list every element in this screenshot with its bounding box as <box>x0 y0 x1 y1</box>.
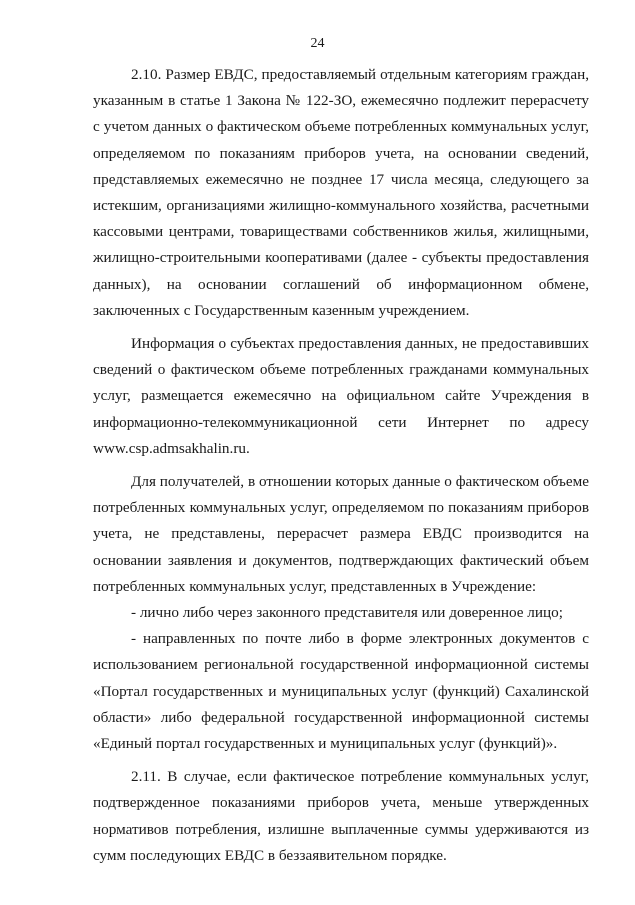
list-item-by-mail: - направленных по почте либо в форме электронных документов с использованием региональной государственной информационной системы «Портал государственных и муниципальных услуг (функций) Сахалинской области» либо федеральной государственной информационной системы «Единый портал государственных и муниципальных услуг (функций)». <box>93 630 589 753</box>
paragraph-2-10: 2.10. Размер ЕВДС, предоставляемый отдельным категориям граждан, указанным в статье 1 Закона № 122-ЗО, ежемесячно подлежит перерасчету с учетом данных о фактическом объеме потребленных коммунальных услуг, определяемом по показаниям приборов учета, на основании сведений, представляемых ежемесячно не позднее 17 числа месяца, следующего за истекшим, организациями жилищно-коммунального хозяйства, расчетными кассовыми центрами, товариществами собственников жилья, жилищными, жилищно-строительными кооперативами (далее - субъекты предоставления данных), на основании соглашений об информационном обмене, заключенных с Государственным казенным учреждением. <box>93 66 589 319</box>
document-body <box>93 62 589 869</box>
paragraph-2-11: 2.11. В случае, если фактическое потребление коммунальных услуг, подтвержденное показаниями приборов учета, меньше утвержденных нормативов потребления, излишне выплаченные суммы удерживаются из сумм последующих ЕВДС в беззаявительном порядке. <box>93 768 589 864</box>
paragraph-info-subjects: Информация о субъектах предоставления данных, не предоставивших сведений о фактическом объеме потребленных гражданами коммунальных услуг, размещается ежемесячно на официальном сайте Учреждения в информационно-телекоммуникационной сети Интернет по адресу www.csp.admsakhalin.ru. <box>93 335 589 457</box>
paragraph-recipients: Для получателей, в отношении которых данные о фактическом объеме потребленных коммунальных услуг, определяемом по показаниям приборов учета, не представлены, перерасчет размера ЕВДС производится на основании заявления и документов, подтверждающих фактический объем потребленных коммунальных услуг, представленных в Учреждение: <box>93 473 589 595</box>
page-number: 24 <box>310 36 325 51</box>
list-item-in-person: - лично либо через законного представителя или доверенное лицо; <box>131 604 563 622</box>
